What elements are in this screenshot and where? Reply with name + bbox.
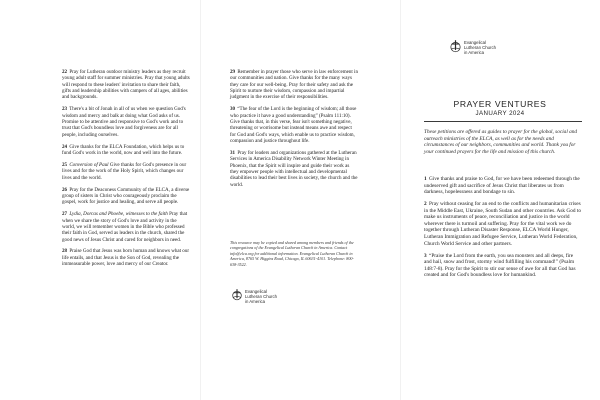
prayer-entry-text: Pray that when we share the story of God's love and activity in the world, we will remember women in the Bible who professed their faith in God, served as leaders in the church, shared the good news of Jesus Christ and cared for neighbors in need. — [62, 211, 188, 243]
prayer-entry — [230, 150, 358, 188]
cross-globe-icon — [450, 40, 461, 53]
logo-line: Lutheran Church — [464, 45, 497, 50]
prayer-entry — [424, 176, 582, 196]
prayer-entry-text: Give thanks and praise to God, for we have been redeemed through the undeserved gift and sacrifice of Jesus Christ that liberates us from darkness, hopelessness and bondage to sin. — [424, 176, 580, 196]
prayer-entry-text: Give thanks for God's presence in our lives and for the work of the Holy Spirit, which changes our lives and the world. — [62, 161, 187, 181]
prayer-entry-text: “Praise the Lord from the earth, you sea monsters and all deeps, fire and hail, snow and frost, stormy wind fulfilling his command!” (Psalm 148:7-8). Pray for the Spirit to stir our sense of awe for all that God has created and for God's boundless love for humankind. — [424, 252, 576, 279]
prayer-entry-text: Pray for the Deaconess Community of the ELCA, a diverse group of sisters in Christ who courageously proclaim the gospel, work for justice and healing, and serve all people. — [62, 186, 190, 206]
prayer-entry — [62, 211, 190, 243]
prayer-day-number: 24 — [62, 143, 68, 150]
prayer-day-number: 30 — [230, 106, 236, 113]
logo-line: Evangelical — [245, 289, 267, 294]
fold-line — [400, 0, 401, 400]
cover-intro: These petitions are offered as guides to prayer for the global, social and outreach ministries of the ELCA, as well as for the needs and circumstances of our neighbors, communities and world. Thank you for your continued prayers for the life and mission of this church. — [424, 129, 578, 155]
prayer-day-number: 22 — [62, 69, 68, 75]
panel-middle — [200, 0, 400, 400]
prayer-list-right — [424, 176, 582, 284]
prayer-entry — [424, 201, 582, 247]
fold-line — [200, 0, 201, 400]
prayer-entry-text: “The fear of the Lord is the beginning of wisdom; all those who practice it have a good understanding” (Psalm 111:10). Give thanks that, in this verse, fear isn't something negative, threatening or worrisome but instead means awe and respect for God and God's ways, which enable us to practice wisdom, compassion and justice throughout life. — [230, 106, 357, 145]
prayer-entry-text: Pray without ceasing for an end to the conflicts and humanitarian crises in the Middle East, Ukraine, South Sudan and other countries. Ask God to make us instruments of peace, reconciliation and justice in the world wherever there is turmoil and suffering. Pray for the vital work we do together through Lutheran Disaster Response, ELCA World Hunger, Lutheran Immigration and Refugee Service, Lutheran World Federation, Church World Service and other partners. — [424, 201, 581, 247]
divider — [424, 121, 582, 122]
prayer-entry-text: Pray for Lutheran outdoor ministry leaders as they recruit young adult staff for summer ministries. Pray that young adults will respond to these leaders' invitation to share their faith, gifts and leadership abilities with campers of all ages, abilities and backgrounds. — [62, 69, 190, 101]
elca-logo — [232, 289, 277, 304]
logo-line: Evangelical — [464, 40, 486, 45]
logo-line: in America — [245, 299, 266, 304]
prayer-day-number: 28 — [62, 248, 68, 255]
prayer-entry — [62, 187, 190, 206]
prayer-entry-text: Give thanks for the ELCA Foundation, which helps us to fund God's work in the world, now and well into the future. — [62, 143, 185, 156]
prayer-day-number: 26 — [62, 186, 68, 193]
cover-date: JANUARY 2024 — [475, 110, 525, 117]
prayer-entry — [62, 248, 190, 267]
prayer-entry — [62, 162, 190, 181]
cover-title: PRAYER VENTURES — [453, 99, 547, 109]
prayer-day-number: 29 — [230, 69, 236, 75]
prayer-entry-text: Pray for leaders and organizations gathered at the Lutheran Services in America Disability Network Winter Meeting in Phoenix, that the Spirit will inspire and guide their work as they empower people with intellectual and developmental disabilities to lead their best lives in society, the church and the world. — [230, 149, 358, 188]
prayer-list-left — [62, 69, 190, 273]
prayer-entry — [230, 69, 358, 101]
prayer-day-number: 25 — [62, 161, 68, 168]
prayer-day-number: 3 — [424, 252, 427, 259]
elca-logo — [450, 40, 496, 55]
prayer-entry — [424, 253, 582, 279]
cross-globe-icon — [232, 289, 242, 301]
prayer-entry-text: Praise God that Jesus was born human and knows what our life entails, and that Jesus is the Son of God, revealing the immeasurable power, love and mercy of our Creator. — [62, 248, 190, 268]
logo-wordmark — [245, 289, 277, 304]
logo-wordmark — [464, 40, 496, 55]
prayer-entry — [62, 144, 190, 157]
prayer-day-number: 31 — [230, 149, 236, 156]
prayer-entry-text: There's a bit of Jonah in all of us when we question God's wisdom and mercy and balk at doing what God asks of us. Promise to be attentive and responsive to God's work and to trust that God's boundless love and forgiveness are for all people, including ourselves. — [62, 106, 186, 138]
prayer-entry — [230, 106, 358, 144]
copyright-notice: This resource may be copied and shared among members and friends of the congregations of the Evangelical Lutheran Church in America. Contact info@elca.org for additional information. Evangelical Lutheran Church in America, 8765 W. Higgins Road, Chicago, IL 60631-4101. Telephone: 800-638-3522. — [230, 240, 354, 267]
prayer-entry-text: Remember in prayer those who serve in law enforcement in our communities and nation. Give thanks for the many ways they care for our well-being. Pray for their safety and ask the Spirit to nurture their wisdom, compassion and impartial judgment in the exercise of their responsibilities. — [230, 69, 358, 101]
prayer-entry-title: Lydia, Dorcas and Phoebe, witnesses to the faith — [69, 211, 168, 218]
prayer-day-number: 1 — [424, 176, 427, 182]
prayer-entry-title: Conversion of Paul — [69, 161, 109, 168]
prayer-list-middle — [230, 69, 358, 194]
prayer-entry — [62, 69, 190, 101]
logo-line: Lutheran Church — [245, 294, 278, 299]
logo-line: in America — [464, 50, 485, 55]
prayer-day-number: 27 — [62, 211, 68, 218]
prayer-day-number: 2 — [424, 201, 427, 208]
prayer-entry — [62, 106, 190, 138]
prayer-day-number: 23 — [62, 106, 68, 113]
